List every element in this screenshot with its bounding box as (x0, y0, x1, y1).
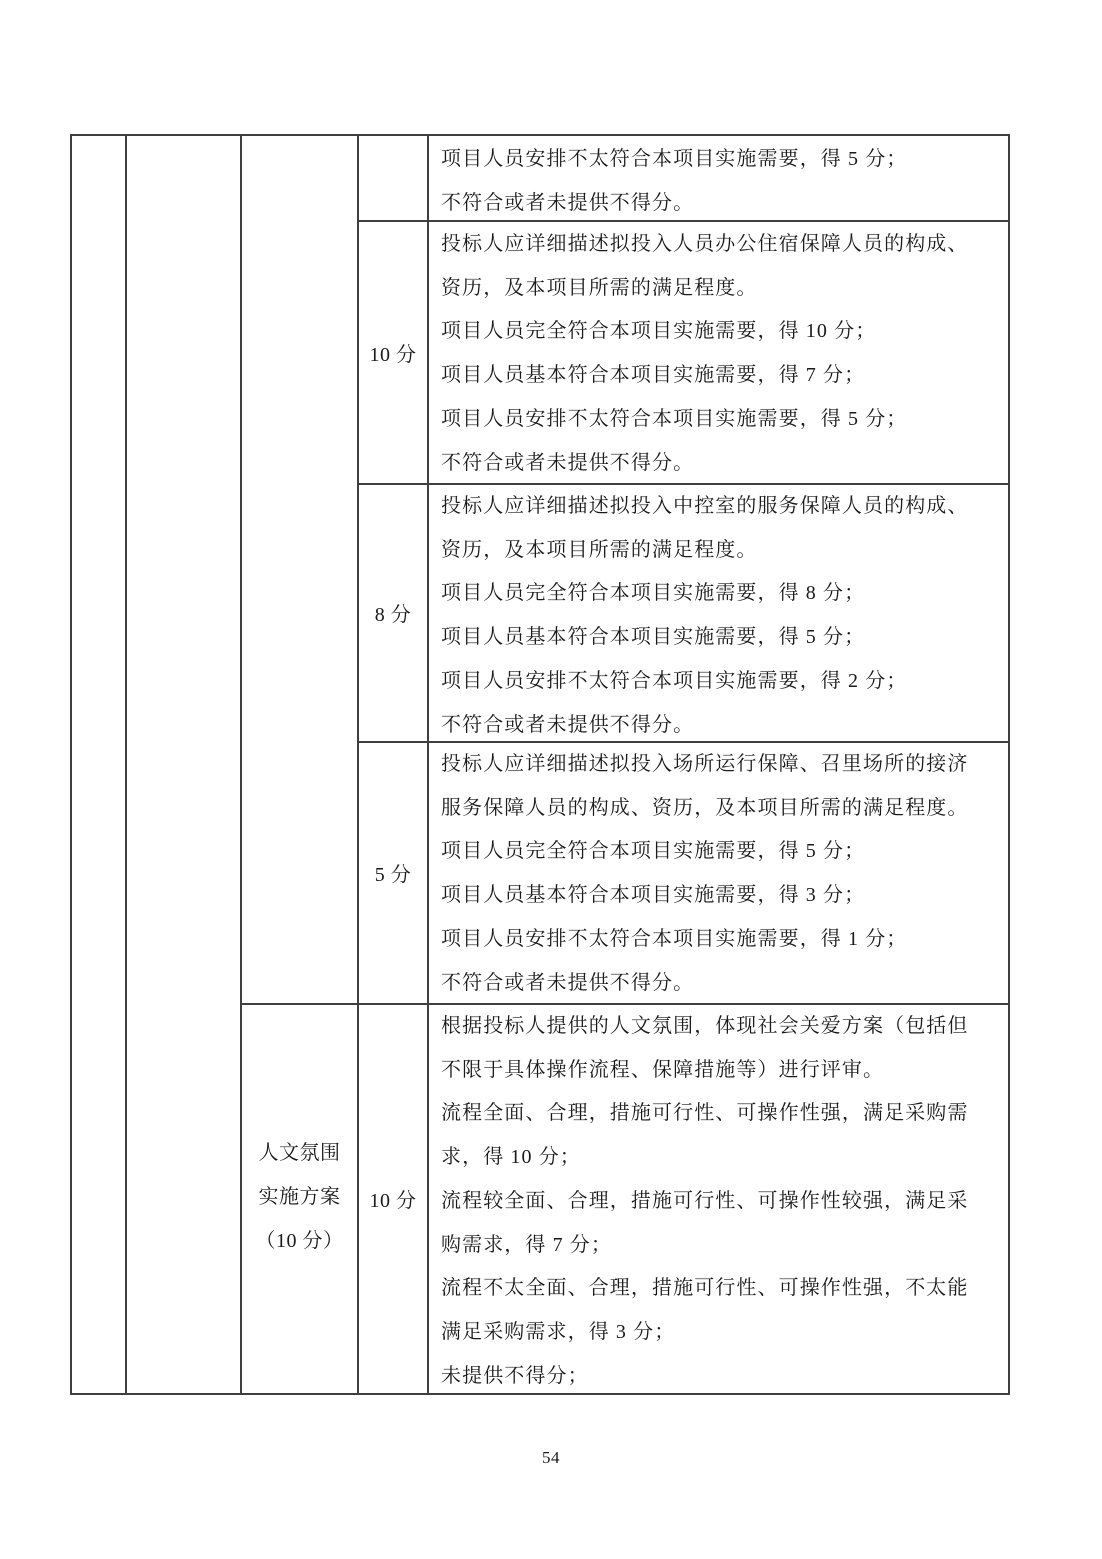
text-line: 购需求，得 7 分； (441, 1233, 612, 1256)
text-line: 投标人应详细描述拟投入中控室的服务保障人员的构成、 (441, 495, 969, 517)
text-line: 不符合或者未提供不得分。 (441, 713, 695, 736)
text-line: 根据投标人提供的人文氛围，体现社会关爱方案（包括但 (441, 1015, 969, 1037)
text-line: 项目人员完全符合本项目实施需要，得 10 分； (441, 320, 877, 343)
text-line: 流程较全面、合理，措施可行性、可操作性较强，满足采 (441, 1189, 969, 1212)
text-line: 服务保障人员的构成、资历，及本项目所需的满足程度。 (441, 796, 969, 819)
text-line: 不符合或者未提供不得分。 (441, 451, 695, 474)
description-cell-row4 (429, 741, 1008, 1003)
text-line: 不限于具体操作流程、保障措施等）进行评审。 (441, 1058, 885, 1081)
text-line: 项目人员安排不太符合本项目实施需要，得 5 分； (441, 407, 908, 430)
text-line: 项目人员安排不太符合本项目实施需要，得 2 分； (441, 669, 908, 692)
text-line: 不符合或者未提供不得分。 (441, 191, 695, 214)
text-line: 项目人员基本符合本项目实施需要，得 3 分； (441, 884, 866, 907)
criteria-line: 实施方案 (258, 1186, 341, 1209)
score-cell-row2: 10 分 (369, 343, 417, 366)
text-line: 投标人应详细描述拟投入场所运行保障、召里场所的接济 (441, 753, 969, 775)
text-line: 项目人员完全符合本项目实施需要，得 5 分； (441, 840, 866, 863)
text-line: 项目人员基本符合本项目实施需要，得 5 分； (441, 626, 866, 649)
score-cell-row4: 5 分 (374, 863, 412, 886)
text-line: 流程不太全面、合理，措施可行性、可操作性强，不太能 (441, 1277, 969, 1300)
column-divider-1 (125, 136, 127, 1393)
text-line: 求，得 10 分； (441, 1146, 581, 1169)
criteria-cell-row5 (242, 1003, 357, 1393)
criteria-line: （10 分） (255, 1229, 344, 1252)
text-line: 项目人员基本符合本项目实施需要，得 7 分； (441, 364, 866, 387)
criteria-line: 人文氛围 (258, 1142, 341, 1165)
text-line: 不符合或者未提供不得分。 (441, 971, 695, 994)
description-cell-row3 (429, 483, 1008, 741)
text-line: 资历，及本项目所需的满足程度。 (441, 276, 758, 299)
text-line: 未提供不得分； (441, 1364, 589, 1387)
description-cell-row5 (429, 1003, 1008, 1393)
text-line: 流程全面、合理，措施可行性、可操作性强，满足采购需 (441, 1102, 969, 1125)
score-cell-row5: 10 分 (369, 1189, 417, 1212)
evaluation-table (70, 134, 1010, 1395)
text-line: 项目人员安排不太符合本项目实施需要，得 5 分； (441, 148, 908, 170)
text-line: 满足采购需求，得 3 分； (441, 1320, 676, 1343)
text-line: 资历，及本项目所需的满足程度。 (441, 538, 758, 561)
description-cell-row2 (429, 221, 1008, 483)
score-cell-row3: 8 分 (374, 603, 412, 626)
description-cell-row1 (429, 136, 1008, 221)
text-line: 项目人员安排不太符合本项目实施需要，得 1 分； (441, 927, 908, 950)
page-number: 54 (542, 1448, 560, 1467)
text-line: 投标人应详细描述拟投入人员办公住宿保障人员的构成、 (441, 233, 969, 255)
text-line: 项目人员完全符合本项目实施需要，得 8 分； (441, 582, 866, 605)
